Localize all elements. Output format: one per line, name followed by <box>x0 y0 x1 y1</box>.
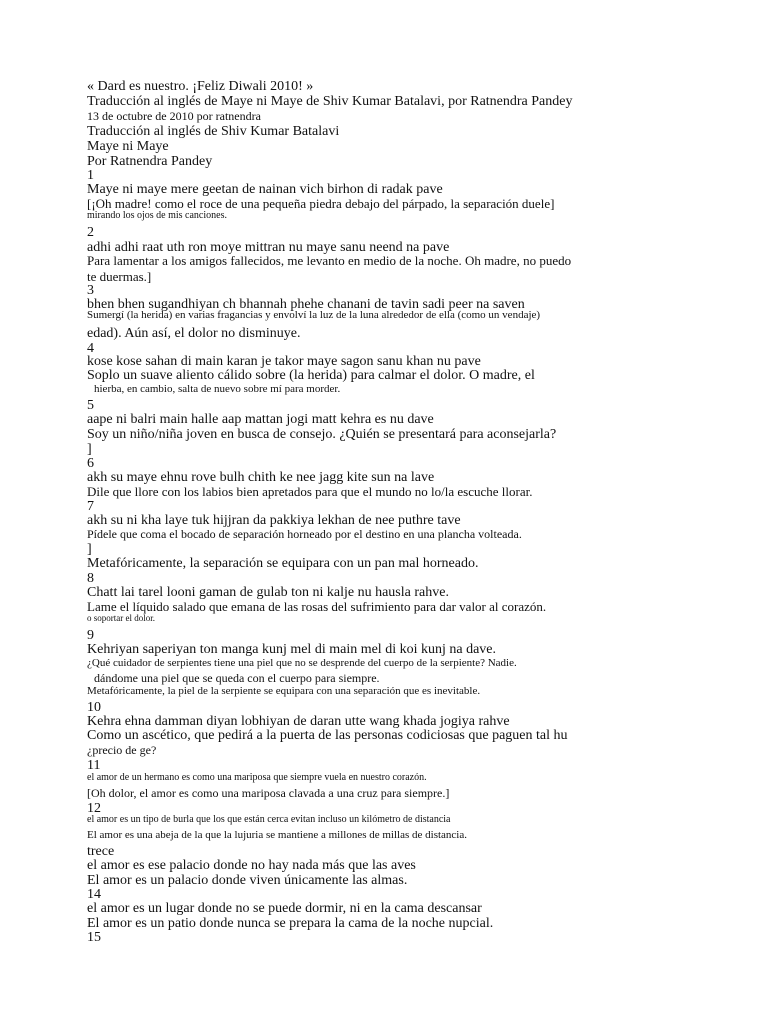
verse-original: el amor es un lugar donde no se puede dormir, ni en la cama descansar <box>87 901 482 916</box>
verse-translation: Para lamentar a los amigos fallecidos, me levanto en medio de la noche. Oh madre, no puedo <box>87 253 572 268</box>
verse-number: 11 <box>87 758 101 773</box>
verse-translation: Lame el líquido salado que emana de las rosas del sufrimiento para dar valor al corazón. <box>87 599 547 614</box>
verse-translation: ] <box>87 542 92 557</box>
verse-number: trece <box>87 844 115 859</box>
heading-line: Traducción al inglés de Shiv Kumar Batalavi <box>87 124 340 139</box>
verse-number: 2 <box>87 225 94 240</box>
verse-note: Metafóricamente, la separación se equipara con un pan mal horneado. <box>87 556 479 571</box>
verse-translation: Como un ascético, que pedirá a la puerta de las personas codiciosas que paguen tal hu <box>87 728 568 743</box>
verse-translation: Dile que llore con los labios bien apretados para que el mundo no lo/la escuche llorar. <box>87 484 533 499</box>
verse-number: 8 <box>87 571 94 586</box>
verse-original: adhi adhi raat uth ron moye mittran nu maye sanu neend na pave <box>87 240 450 255</box>
verse-number: 12 <box>87 801 101 816</box>
verse-translation: El amor es un palacio donde viven únicamente las almas. <box>87 873 408 888</box>
verse-translation: edad). Aún así, el dolor no disminuye. <box>87 326 301 341</box>
verse-translation: El amor es una abeja de la que la lujuria se mantiene a millones de millas de distancia. <box>87 829 467 841</box>
verse-number: 7 <box>87 499 94 514</box>
verse-number: 14 <box>87 887 101 902</box>
verse-number: 10 <box>87 700 101 715</box>
verse-number: 5 <box>87 398 94 413</box>
verse-translation: Soy un niño/niña joven en busca de consejo. ¿Quién se presentará para aconsejarla? <box>87 427 557 442</box>
verse-original: akh su maye ehnu rove bulh chith ke nee jagg kite sun na lave <box>87 470 435 485</box>
author-line: Por Ratnendra Pandey <box>87 154 213 169</box>
verse-translation: [Oh dolor, el amor es como una mariposa clavada a una cruz para siempre.] <box>87 786 450 800</box>
subtitle-line: Traducción al inglés de Maye ni Maye de Shiv Kumar Batalavi, por Ratnendra Pandey <box>87 94 573 109</box>
verse-translation: El amor es un patio donde nunca se prepara la cama de la noche nupcial. <box>87 916 494 931</box>
verse-number: 6 <box>87 456 94 471</box>
verse-translation: o soportar el dolor. <box>87 613 155 623</box>
verse-note: Metafóricamente, la piel de la serpiente se equipara con una separación que es inevitable. <box>87 685 481 697</box>
verse-original: aape ni balri main halle aap mattan jogi matt kehra es nu dave <box>87 412 434 427</box>
verse-translation: [¡Oh madre! como el roce de una pequeña piedra debajo del párpado, la separación duele] <box>87 196 555 211</box>
heading-line: Maye ni Maye <box>87 139 169 154</box>
verse-number: 1 <box>87 168 94 183</box>
verse-translation: te duermas.] <box>87 269 152 284</box>
verse-original: bhen bhen sugandhiyan ch bhannah phehe chanani de tavin sadi peer na saven <box>87 297 525 312</box>
verse-original: Maye ni maye mere geetan de nainan vich birhon di radak pave <box>87 182 443 197</box>
verse-number: 15 <box>87 930 101 945</box>
verse-original: Chatt lai tarel looni gaman de gulab ton ni kalje nu hausla rahve. <box>87 585 449 600</box>
verse-number: 4 <box>87 341 94 356</box>
verse-translation: Soplo un suave aliento cálido sobre (la herida) para calmar el dolor. O madre, el <box>87 368 535 383</box>
verse-original: akh su ni kha laye tuk hijjran da pakkiya lekhan de nee puthre tave <box>87 513 461 528</box>
verse-translation: dándome una piel que se queda con el cuerpo para siempre. <box>94 671 380 685</box>
verse-original: el amor es un tipo de burla que los que están cerca evitan incluso un kilómetro de distancia <box>87 814 451 825</box>
verse-translation: Pídele que coma el bocado de separación horneado por el destino en una plancha volteada. <box>87 527 522 541</box>
date-line: 13 de octubre de 2010 por ratnendra <box>87 109 261 123</box>
verse-translation: ¿precio de ge? <box>87 743 157 757</box>
verse-original: Kehra ehna damman diyan lobhiyan de daran utte wang khada jogiya rahve <box>87 714 510 729</box>
verse-original: Kehriyan saperiyan ton manga kunj mel di main mel di koi kunj na dave. <box>87 642 497 657</box>
verse-translation: Sumergí (la herida) en varias fragancias y envolví la luz de la luna alrededor de ella (como un vendaje) <box>87 309 541 321</box>
verse-number: 3 <box>87 283 94 298</box>
verse-number: 9 <box>87 628 94 643</box>
title-line: « Dard es nuestro. ¡Feliz Diwali 2010! » <box>87 79 314 94</box>
verse-translation: ¿Qué cuidador de serpientes tiene una piel que no se desprende del cuerpo de la serpiente? Nadie. <box>87 657 517 669</box>
verse-translation: mirando los ojos de mis canciones. <box>87 210 227 221</box>
verse-translation: ] <box>87 442 92 457</box>
verse-original: el amor es ese palacio donde no hay nada más que las aves <box>87 858 416 873</box>
verse-original: el amor de un hermano es como una mariposa que siempre vuela en nuestro corazón. <box>87 772 427 783</box>
verse-original: kose kose sahan di main karan je takor maye sagon sanu khan nu pave <box>87 354 481 369</box>
verse-translation: hierba, en cambio, salta de nuevo sobre mí para morder. <box>94 383 341 395</box>
